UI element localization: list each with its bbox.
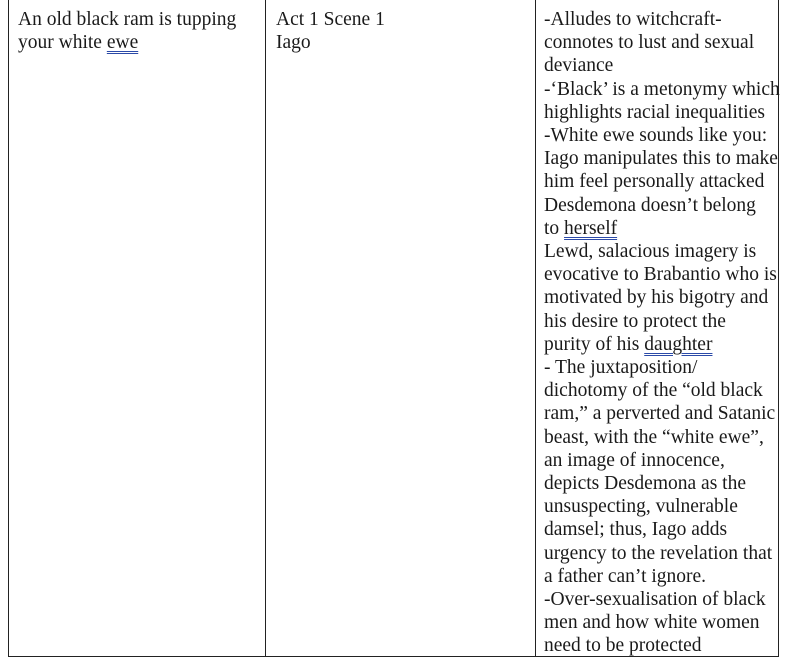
spellcheck-word: daughter (644, 333, 713, 355)
quote-text (18, 8, 258, 54)
analysis-line: damsel; thus, Iago adds (544, 519, 728, 541)
analysis-line: deviance (544, 55, 614, 77)
analysis-line: - The juxtaposition/ (544, 357, 698, 379)
analysis-line: unsuspecting, vulnerable (544, 496, 738, 518)
analysis-cell (536, 0, 778, 656)
analysis-line: a father can’t ignore. (544, 565, 707, 587)
analysis-line: ram,” a perverted and Satanic (544, 403, 776, 425)
reference-cell (266, 0, 536, 656)
analysis-line: motivated by his bigotry and (544, 287, 769, 309)
quote-line: An old black ram is tupping (18, 9, 237, 30)
analysis-line: urgency to the revelation that (544, 542, 773, 564)
analysis-line: Iago manipulates this to make (544, 148, 778, 170)
quote-line-start: your white (18, 32, 107, 54)
analysis-line: an image of innocence, (544, 449, 725, 471)
analysis-line: highlights racial inequalities (544, 101, 765, 123)
analysis-line: -White ewe sounds like you: (544, 125, 768, 147)
analysis-line: his desire to protect the (544, 310, 726, 332)
analysis-line: -‘Black’ is a metonymy which (544, 78, 780, 100)
analysis-line (544, 333, 782, 356)
analysis-line: beast, with the “white ewe”, (544, 426, 764, 448)
analysis-line: depicts Desdemona as the (544, 473, 746, 495)
analysis-line-start: to (544, 217, 565, 239)
spellcheck-word: herself (564, 217, 618, 239)
analysis-line: Lewd, salacious imagery is (544, 241, 757, 263)
analysis-line: men and how white women (544, 612, 760, 634)
scene-reference: Act 1 Scene 1 (276, 9, 385, 30)
analysis-line-start: purity of his (544, 333, 645, 355)
analysis-line: evocative to Brabantio who is (544, 264, 777, 286)
analysis-line: dichotomy of the “old black (544, 380, 763, 402)
quote-line (18, 31, 258, 54)
analysis-line: connotes to lust and sexual (544, 32, 755, 54)
analysis-text (544, 8, 782, 658)
reference-text (276, 8, 526, 54)
analysis-table (8, 0, 779, 657)
speaker-name: Iago (276, 32, 311, 54)
analysis-line: him feel personally attacked (544, 171, 765, 193)
analysis-line: Desdemona doesn’t belong (544, 194, 756, 216)
analysis-line (544, 217, 782, 240)
analysis-line: need to be protected (544, 635, 702, 657)
analysis-line: -Alludes to witchcraft- (544, 9, 722, 30)
quote-cell (9, 0, 266, 656)
analysis-line: -Over-sexualisation of black (544, 589, 766, 611)
spellcheck-word: ewe (106, 32, 139, 54)
